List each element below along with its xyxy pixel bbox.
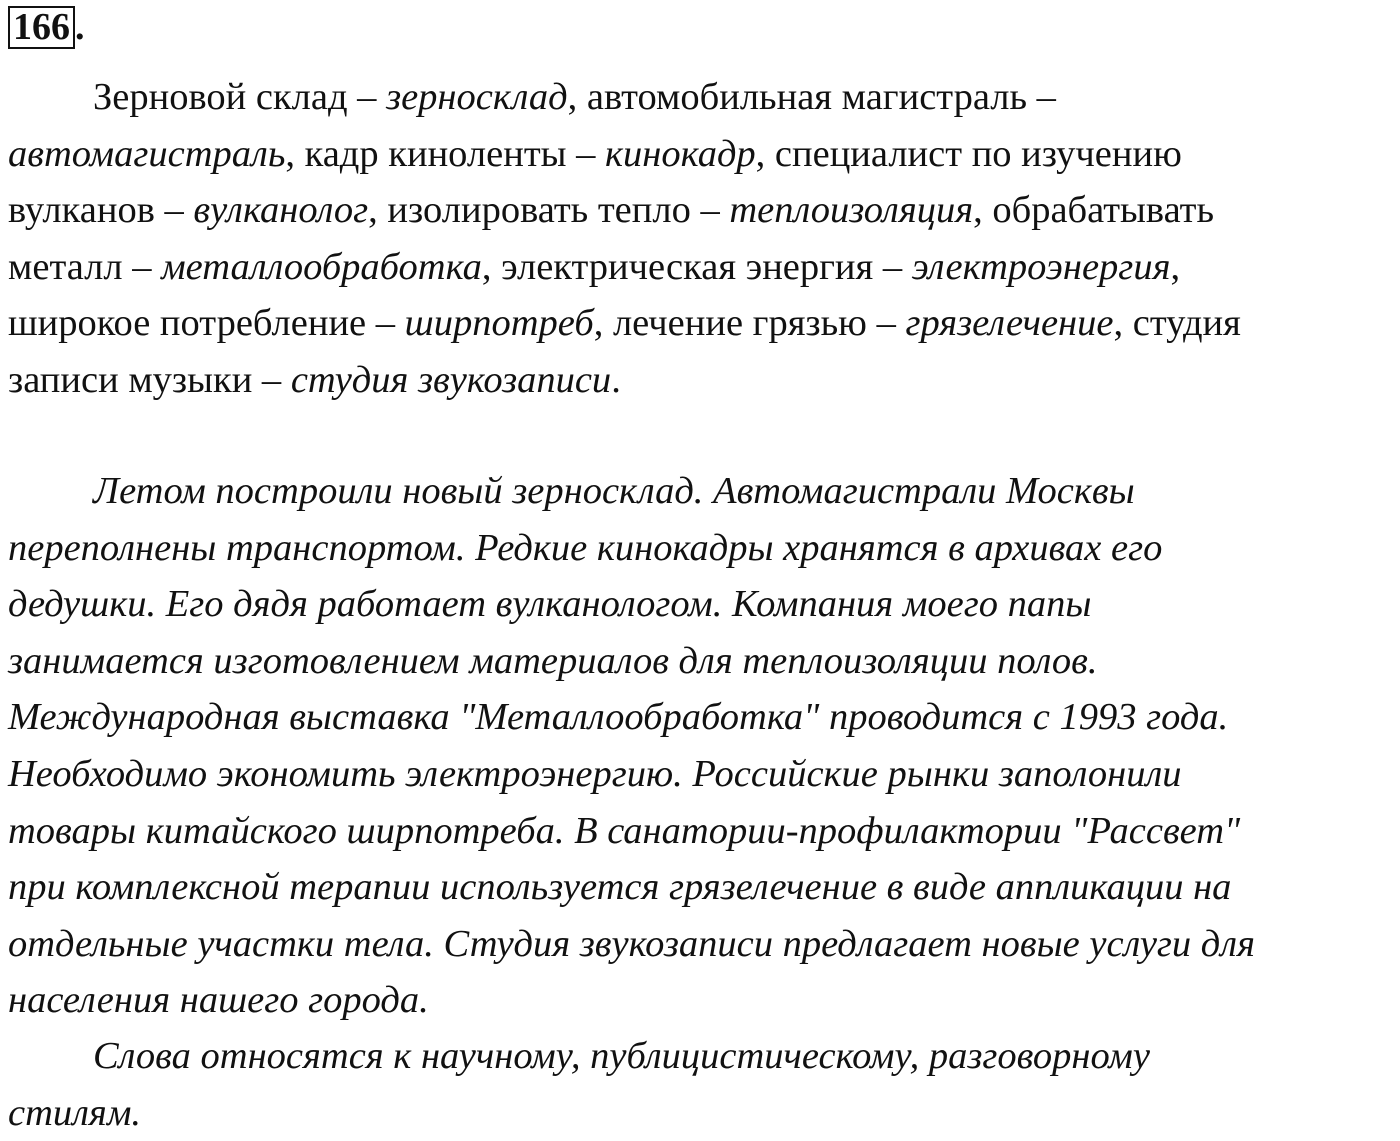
sentence-line: населения нашего города. bbox=[8, 979, 429, 1022]
phrase-text: , обрабатывать bbox=[973, 189, 1215, 232]
sentence-line: занимается изготовлением материалов для теплоизоляции полов. bbox=[8, 639, 1098, 682]
word-line bbox=[8, 182, 1392, 239]
sentence-line: Международная выставка "Металлообработка" проводится с 1993 года. bbox=[8, 696, 1229, 739]
style-note-line: Слова относятся к научному, публицистическому, разговорному bbox=[93, 1035, 1150, 1077]
sentence-line: переполнены транспортом. Редкие кинокадры хранятся в архивах его bbox=[8, 526, 1163, 569]
compound-word: электроэнергия bbox=[911, 245, 1171, 288]
word-line bbox=[8, 295, 1392, 352]
word-line bbox=[8, 126, 1392, 183]
phrase-text: , лечение грязью – bbox=[593, 302, 906, 345]
sentence-line: при комплексной терапии используется грязелечение в виде аппликации на bbox=[8, 866, 1232, 909]
phrase-text: . bbox=[611, 358, 621, 401]
sentence-line: товары китайского ширпотреба. В санатории-профилактории "Рассвет" bbox=[8, 809, 1241, 852]
phrase-text: , электрическая энергия – bbox=[481, 245, 912, 288]
sentence-line: Необходимо экономить электроэнергию. Российские рынки заполонили bbox=[8, 752, 1182, 795]
sentence-line: Летом построили новый зерносклад. Автомагистрали Москвы bbox=[93, 470, 1135, 512]
word-line bbox=[8, 239, 1392, 296]
phrase-text: , bbox=[1170, 245, 1181, 288]
phrase-text: записи музыки – bbox=[8, 358, 291, 401]
word-line bbox=[8, 352, 1392, 409]
phrase-text: , специалист по изучению bbox=[755, 132, 1182, 175]
sentence-line: отдельные участки тела. Студия звукозаписи предлагает новые услуги для bbox=[8, 922, 1255, 965]
exercise-number-suffix: . bbox=[75, 6, 85, 48]
compound-word: автомагистраль bbox=[8, 132, 286, 175]
phrase-text: металл – bbox=[8, 245, 162, 288]
style-note-line: стилям. bbox=[8, 1091, 142, 1134]
phrase-text: Зерновой склад – bbox=[93, 76, 387, 118]
exercise-number-box: 166 bbox=[8, 6, 75, 49]
example-sentences-paragraph bbox=[8, 463, 1392, 1029]
compound-word: студия звукозаписи bbox=[290, 358, 612, 401]
word-line bbox=[8, 69, 1392, 126]
style-note-paragraph bbox=[8, 1028, 1392, 1141]
compound-word: ширпотреб bbox=[404, 302, 594, 345]
phrase-text: вулканов – bbox=[8, 189, 194, 232]
compound-word: кинокадр bbox=[605, 132, 756, 175]
compound-word: грязелечение bbox=[905, 302, 1114, 345]
compound-word: зерносклад bbox=[386, 76, 568, 118]
phrase-text: , автомобильная магистраль – bbox=[567, 76, 1056, 118]
compound-word: теплоизоляция bbox=[729, 189, 974, 232]
compound-word: металлообработка bbox=[161, 245, 482, 288]
phrase-text: , изолировать тепло – bbox=[368, 189, 730, 232]
phrase-text: широкое потребление – bbox=[8, 302, 405, 345]
phrase-text: , кадр киноленты – bbox=[285, 132, 606, 175]
word-formation-paragraph bbox=[8, 69, 1392, 409]
exercise-number bbox=[8, 6, 85, 49]
phrase-text: , студия bbox=[1113, 302, 1241, 345]
compound-word: вулканолог bbox=[193, 189, 369, 232]
sentence-line: дедушки. Его дядя работает вулканологом. Компания моего папы bbox=[8, 583, 1092, 626]
